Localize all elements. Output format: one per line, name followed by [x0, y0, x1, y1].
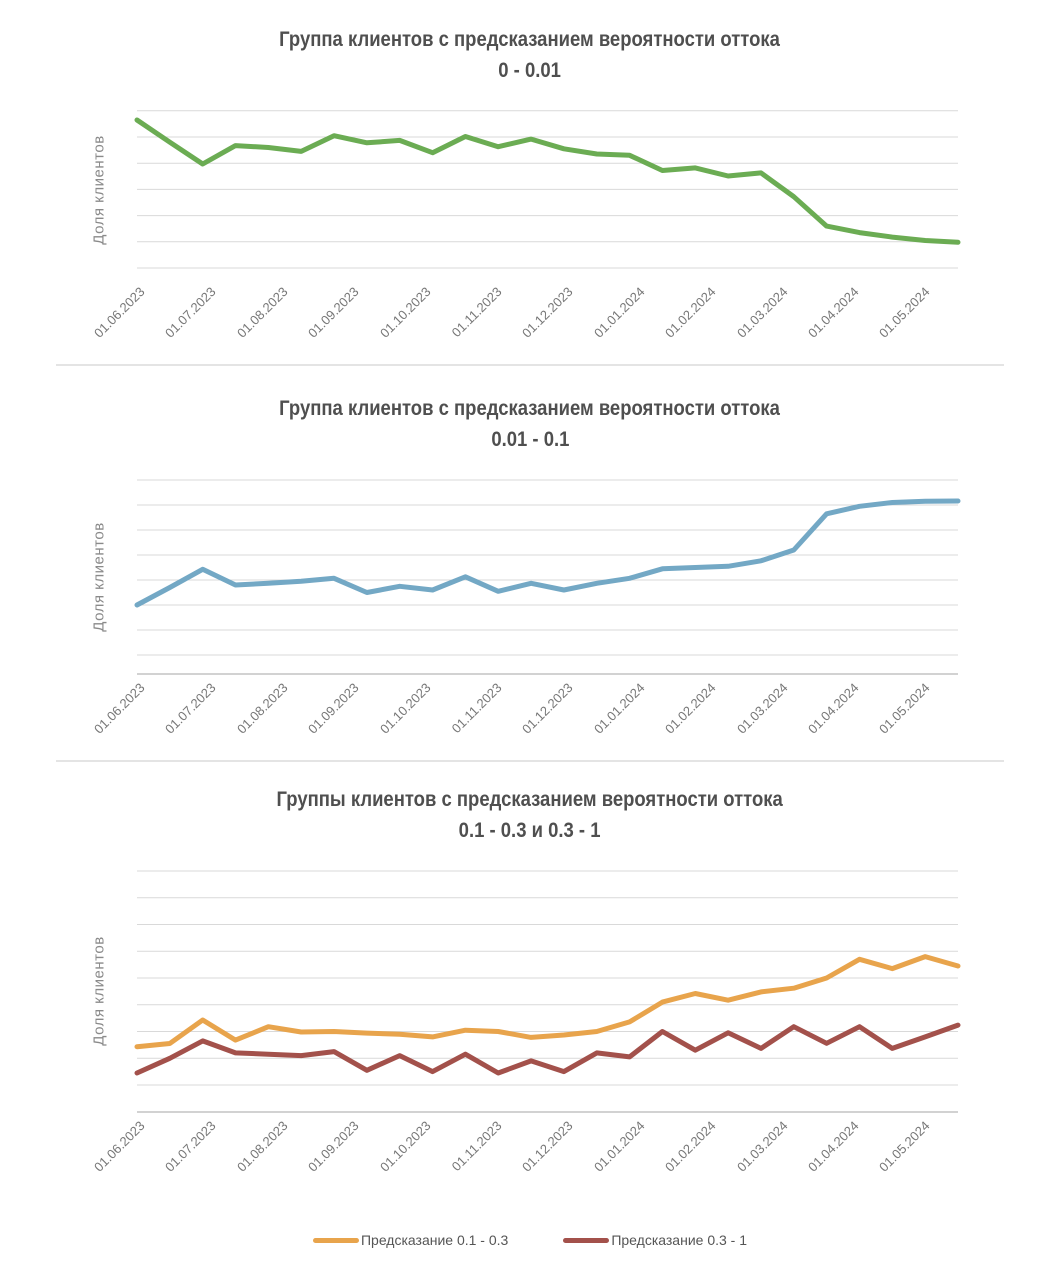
legend-swatch-orange: [313, 1238, 359, 1243]
x-tick-label: 01.11.2023: [448, 284, 505, 340]
legend-item-prediction-0.3-1: [563, 1232, 747, 1248]
legend-label: Предсказание 0.1 - 0.3: [360, 1232, 509, 1248]
x-tick-label: 01.06.2023: [90, 284, 148, 341]
x-tick-label: 01.09.2023: [305, 1118, 362, 1175]
chart-section-0.01-0.1: [0, 366, 1060, 762]
x-tick-label: 01.05.2024: [876, 1118, 933, 1175]
y-axis-label: Доля клиентов: [90, 135, 108, 245]
legend-label: Предсказание 0.3 - 1: [611, 1232, 748, 1248]
line-chart-churn-0-0.01: [0, 0, 1060, 366]
x-tick-label: 01.07.2023: [162, 680, 219, 737]
x-tick-label: 01.03.2024: [733, 680, 791, 737]
series-line-0: [137, 501, 958, 605]
x-tick-label: 01.01.2024: [590, 1118, 648, 1175]
series-line-0: [137, 957, 958, 1047]
x-tick-label: 01.07.2023: [162, 284, 219, 341]
x-tick-label: 01.04.2024: [804, 680, 862, 737]
chart-title-line1: Группа клиентов с предсказанием вероятности оттока: [279, 397, 781, 420]
x-tick-label: 01.07.2023: [162, 1118, 219, 1175]
legend: [0, 1232, 1060, 1248]
line-chart-churn-0.1-1: [0, 762, 1060, 1288]
x-tick-label: 01.02.2024: [662, 680, 719, 737]
x-tick-label: 01.12.2023: [519, 1118, 576, 1175]
x-tick-label: 01.10.2023: [376, 680, 434, 737]
x-tick-label: 01.04.2024: [804, 284, 862, 341]
x-tick-label: 01.03.2024: [733, 1118, 791, 1175]
x-tick-label: 01.08.2023: [233, 680, 291, 737]
legend-item-prediction-0.1-0.3: [313, 1232, 508, 1248]
series-line-0: [137, 120, 958, 242]
x-tick-label: 01.02.2024: [662, 284, 719, 341]
x-tick-label: 01.02.2024: [662, 1118, 719, 1175]
chart-subtitle: 0.01 - 0.1: [490, 428, 570, 451]
x-tick-label: 01.08.2023: [233, 1118, 291, 1175]
x-tick-label: 01.01.2024: [590, 284, 648, 341]
x-tick-label: 01.12.2023: [519, 680, 576, 737]
chart-section-0.1-0.3-and-0.3-1: [0, 762, 1060, 1288]
legend-swatch-dark-red: [563, 1238, 609, 1243]
x-tick-label: 01.10.2023: [376, 284, 434, 341]
x-tick-label: 01.11.2023: [448, 1118, 505, 1174]
x-tick-label: 01.11.2023: [448, 680, 505, 736]
line-chart-churn-0.01-0.1: [0, 366, 1060, 762]
x-tick-label: 01.06.2023: [90, 680, 148, 737]
x-tick-label: 01.01.2024: [590, 680, 648, 737]
x-tick-label: 01.10.2023: [376, 1118, 434, 1175]
chart-section-0-0.01: [0, 0, 1060, 366]
chart-title-line1: Группа клиентов с предсказанием вероятности оттока: [279, 28, 781, 51]
chart-subtitle: 0 - 0.01: [498, 59, 562, 82]
x-tick-label: 01.12.2023: [519, 284, 576, 341]
x-tick-label: 01.06.2023: [90, 1118, 148, 1175]
y-axis-label: Доля клиентов: [90, 936, 108, 1046]
chart-subtitle: 0.1 - 0.3 и 0.3 - 1: [459, 819, 601, 842]
x-tick-label: 01.04.2024: [804, 1118, 862, 1175]
x-tick-label: 01.03.2024: [733, 284, 791, 341]
x-tick-label: 01.05.2024: [876, 680, 933, 737]
chart-title-line1: Группы клиентов с предсказанием вероятности оттока: [276, 788, 784, 811]
x-tick-label: 01.05.2024: [876, 284, 933, 341]
y-axis-label: Доля клиентов: [90, 522, 108, 632]
x-tick-label: 01.09.2023: [305, 680, 362, 737]
x-tick-label: 01.08.2023: [233, 284, 291, 341]
x-tick-label: 01.09.2023: [305, 284, 362, 341]
gridlines: [137, 480, 958, 655]
gridlines: [137, 111, 958, 268]
